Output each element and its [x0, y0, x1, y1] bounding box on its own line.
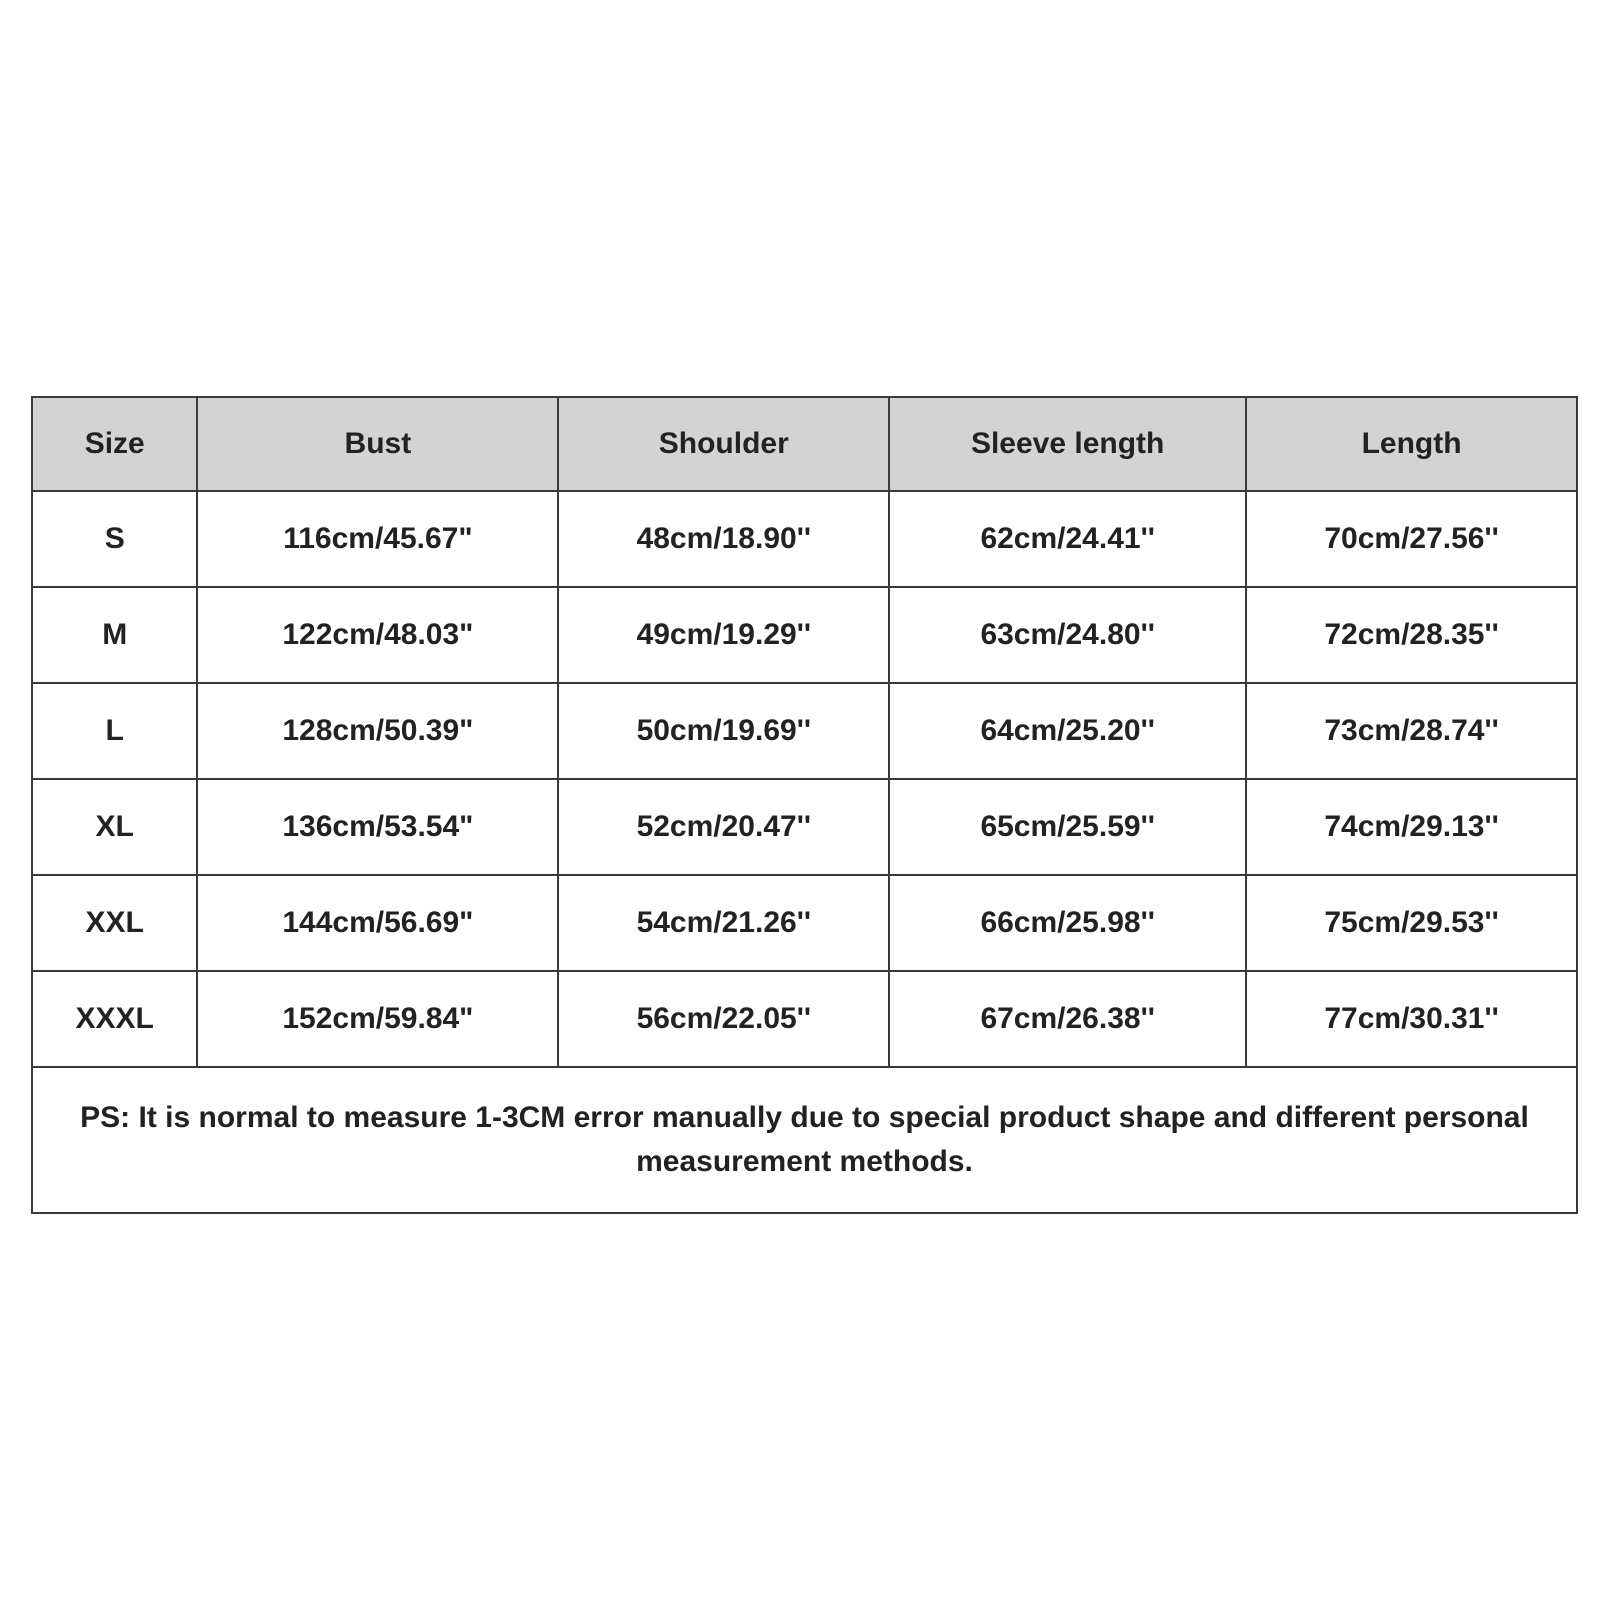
cell-bust: 128cm/50.39": [197, 683, 558, 779]
cell-shoulder: 49cm/19.29'': [558, 587, 889, 683]
cell-sleeve-length: 66cm/25.98'': [889, 875, 1246, 971]
cell-bust: 136cm/53.54": [197, 779, 558, 875]
cell-sleeve-length: 65cm/25.59'': [889, 779, 1246, 875]
cell-size: XXL: [32, 875, 197, 971]
cell-sleeve-length: 63cm/24.80'': [889, 587, 1246, 683]
header-sleeve-length: Sleeve length: [889, 397, 1246, 491]
cell-bust: 122cm/48.03": [197, 587, 558, 683]
header-length: Length: [1246, 397, 1577, 491]
cell-length: 75cm/29.53'': [1246, 875, 1577, 971]
table-row: [32, 491, 1577, 587]
cell-size: M: [32, 587, 197, 683]
cell-shoulder: 50cm/19.69'': [558, 683, 889, 779]
cell-length: 72cm/28.35'': [1246, 587, 1577, 683]
cell-sleeve-length: 67cm/26.38'': [889, 971, 1246, 1067]
table-row: [32, 683, 1577, 779]
cell-shoulder: 56cm/22.05'': [558, 971, 889, 1067]
cell-bust: 152cm/59.84": [197, 971, 558, 1067]
cell-bust: 144cm/56.69": [197, 875, 558, 971]
cell-shoulder: 52cm/20.47'': [558, 779, 889, 875]
header-shoulder: Shoulder: [558, 397, 889, 491]
measurement-note: PS: It is normal to measure 1-3CM error manually due to special product shape and different personal measurement methods.: [32, 1067, 1577, 1213]
note-row: [32, 1067, 1577, 1213]
cell-size: XL: [32, 779, 197, 875]
header-size: Size: [32, 397, 197, 491]
cell-sleeve-length: 64cm/25.20'': [889, 683, 1246, 779]
cell-sleeve-length: 62cm/24.41'': [889, 491, 1246, 587]
header-row: [32, 397, 1577, 491]
table-row: [32, 875, 1577, 971]
table-row: [32, 779, 1577, 875]
cell-length: 77cm/30.31'': [1246, 971, 1577, 1067]
header-bust: Bust: [197, 397, 558, 491]
table-row: [32, 971, 1577, 1067]
table-row: [32, 587, 1577, 683]
cell-size: XXXL: [32, 971, 197, 1067]
cell-length: 73cm/28.74'': [1246, 683, 1577, 779]
cell-length: 74cm/29.13'': [1246, 779, 1577, 875]
size-chart-table: [31, 396, 1578, 1214]
cell-shoulder: 54cm/21.26'': [558, 875, 889, 971]
cell-shoulder: 48cm/18.90'': [558, 491, 889, 587]
cell-length: 70cm/27.56'': [1246, 491, 1577, 587]
cell-bust: 116cm/45.67": [197, 491, 558, 587]
cell-size: L: [32, 683, 197, 779]
cell-size: S: [32, 491, 197, 587]
